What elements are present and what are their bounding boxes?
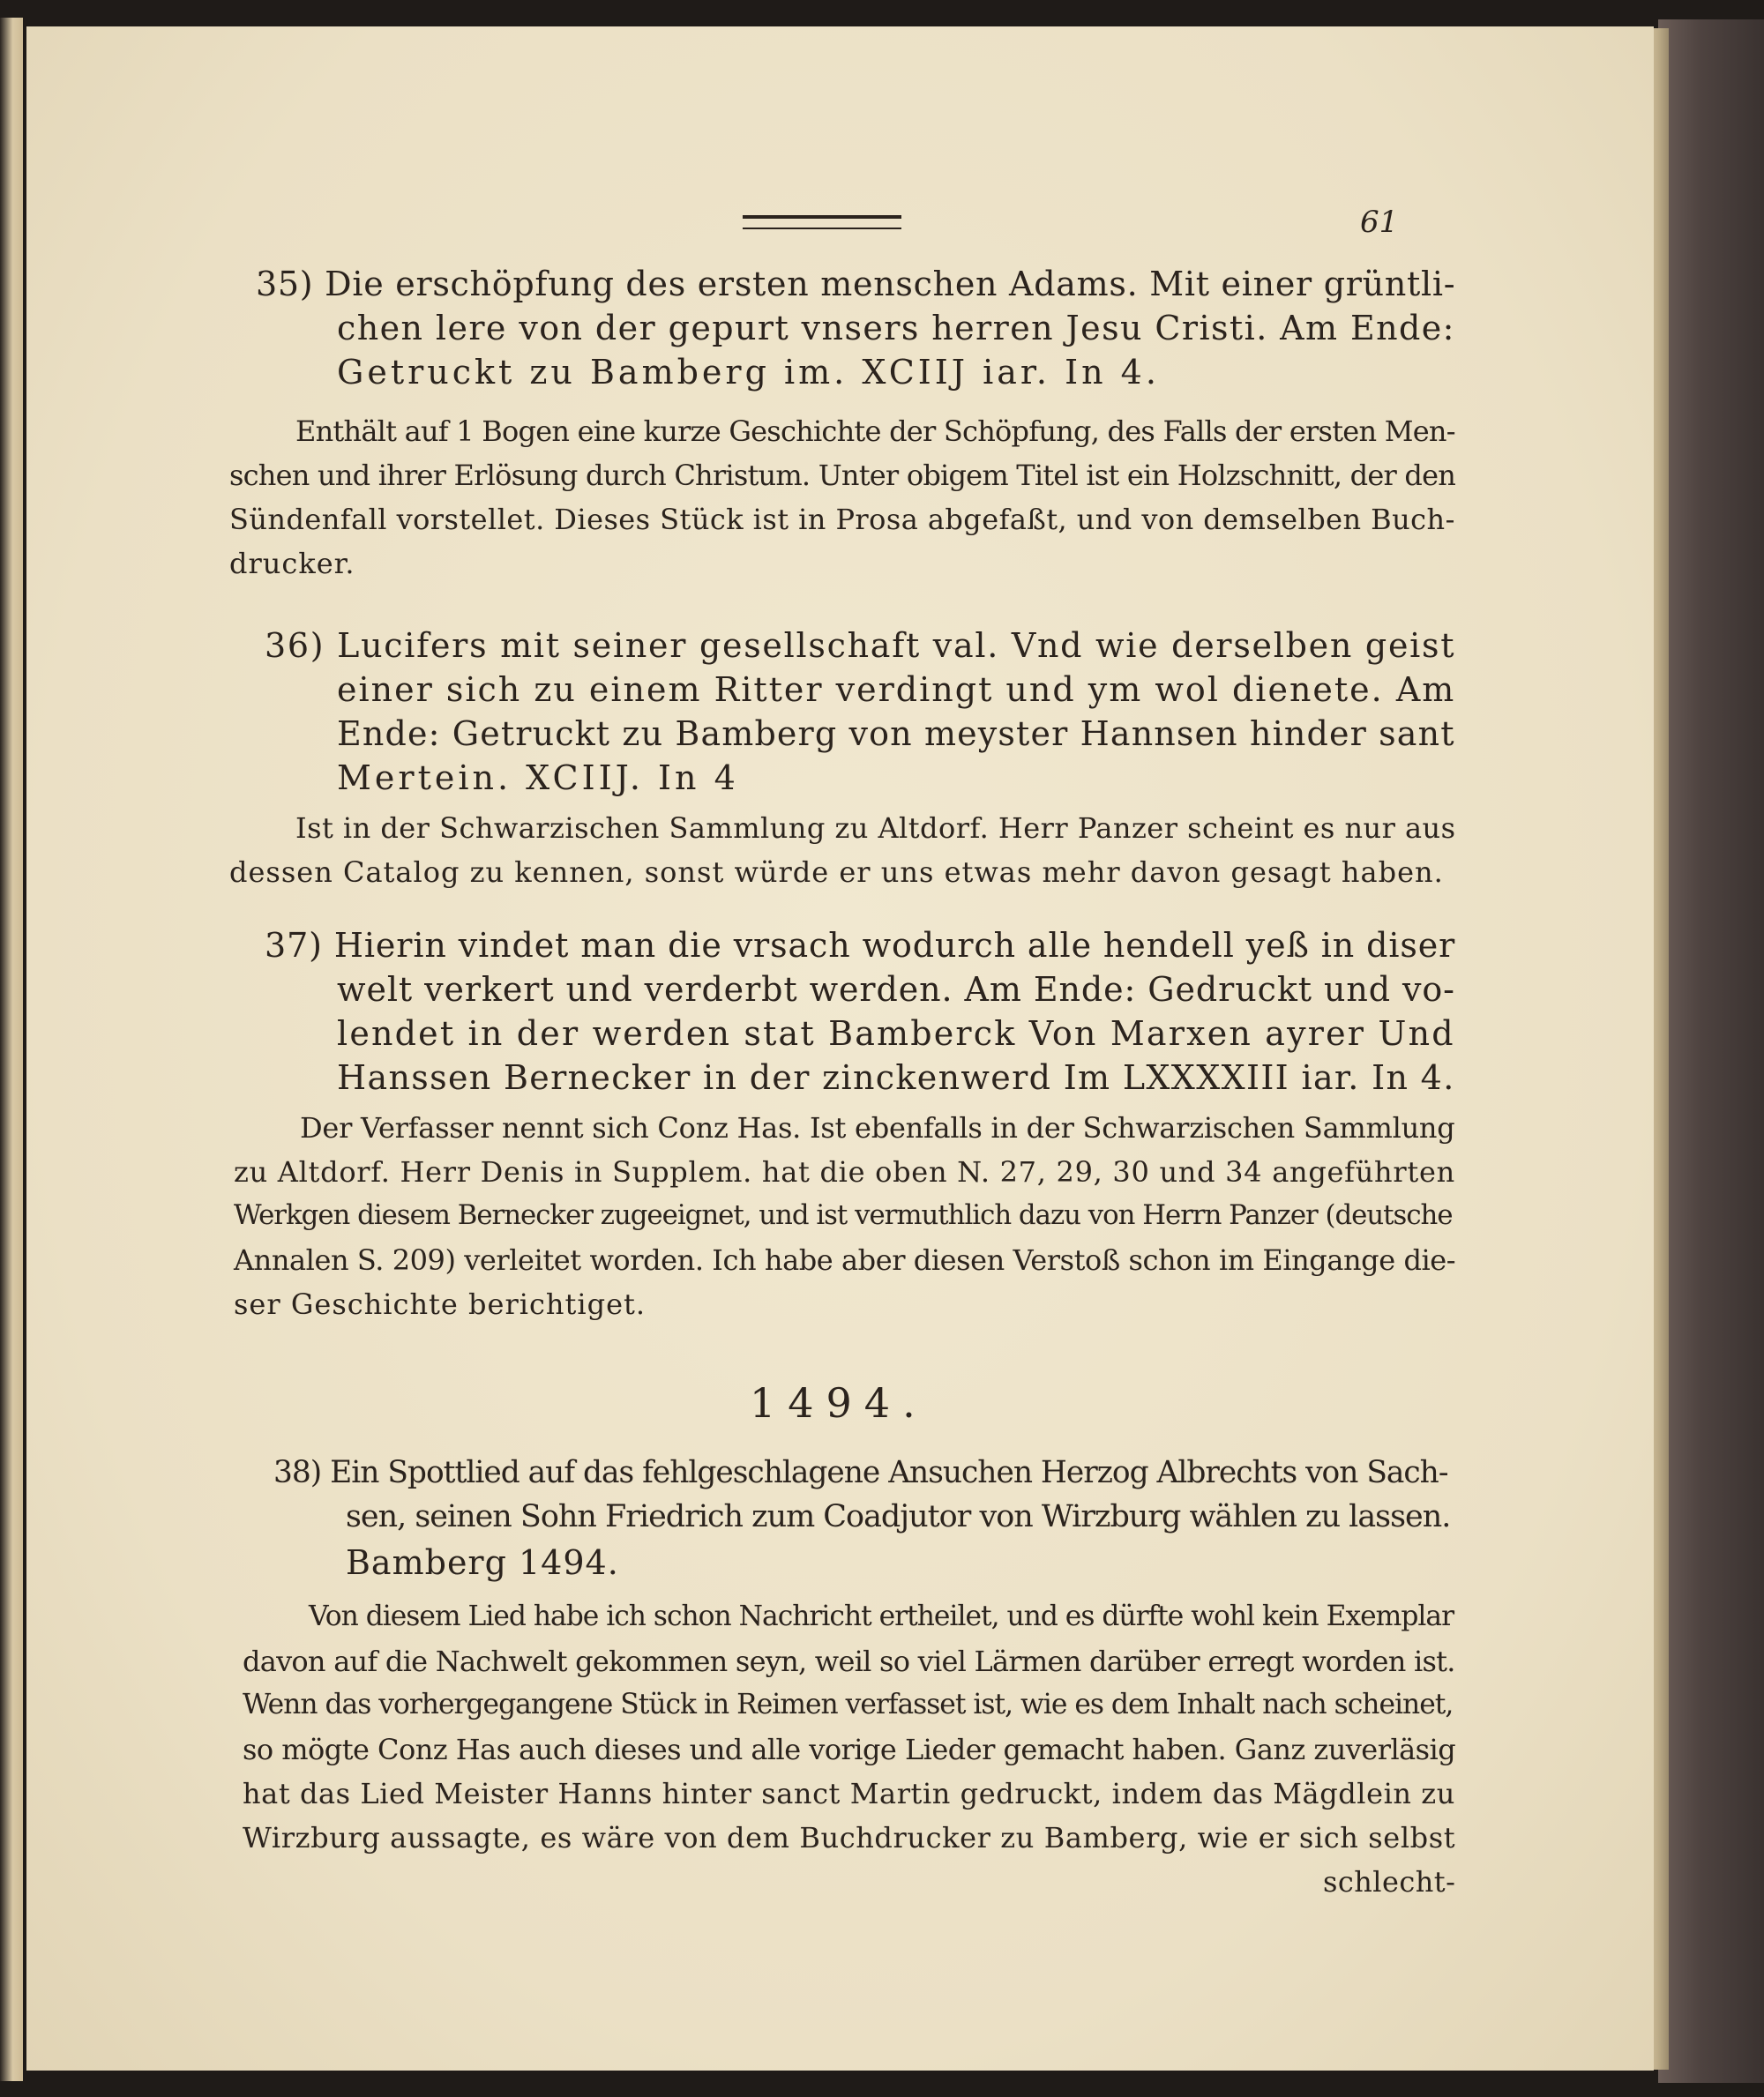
entry-37-note-line-1: Der Verfasser nennt sich Conz Has. Ist ebenfalls in der Schwarzischen Sammlung <box>300 1111 1455 1145</box>
header-rule <box>743 215 901 229</box>
entry-36-note-line-1: Ist in der Schwarzischen Sammlung zu Altdorf. Herr Panzer scheint es nur aus <box>295 811 1456 845</box>
entry-35-note-line-3: Sündenfall vorstellet. Dieses Stück ist in Prosa abgefaßt, und von demselben Buch- <box>229 503 1455 536</box>
left-page-edge <box>0 18 23 2081</box>
entry-36-line-2: einer sich zu einem Ritter verdingt und ym wol dienete. Am <box>337 670 1456 709</box>
entry-37-line-1: 37) Hierin vindet man die vrsach wodurch alle hendell yeß in diser <box>265 926 1456 965</box>
entry-36-line-4: Mertein. XCIIJ. In 4 <box>337 758 739 797</box>
entry-37-line-3: lendet in der werden stat Bamberck Von Marxen ayrer Und <box>337 1014 1455 1053</box>
entry-37-note-line-3: Werkgen diesem Bernecker zugeeignet, und ist vermuthlich dazu von Herrn Panzer (deutsche <box>234 1199 1453 1231</box>
page-number: 61 <box>1360 205 1399 240</box>
book-cover-edge <box>1658 19 1764 2083</box>
entry-35-line-2: chen lere von der gepurt vnsers herren Jesu Cristi. Am Ende: <box>337 309 1455 347</box>
entry-38-note-line-3: Wenn das vorhergegangene Stück in Reimen verfasset ist, wie es dem Inhalt nach scheinet, <box>243 1689 1454 1720</box>
book-page <box>26 26 1654 2071</box>
entry-35-line-1: 35) Die erschöpfung des ersten menschen Adams. Mit einer grüntli- <box>256 265 1456 303</box>
entry-38-note-line-5: hat das Lied Meister Hanns hinter sanct Martin gedruckt, indem das Mägdlein zu <box>243 1777 1455 1810</box>
entry-38-note-line-1: Von diesem Lied habe ich schon Nachricht ertheilet, und es dürfte wohl kein Exemplar <box>309 1601 1454 1632</box>
year-heading: 1494. <box>750 1379 928 1427</box>
catchword: schlecht- <box>1323 1865 1456 1899</box>
entry-36-note-line-2: dessen Catalog zu kennen, sonst würde er uns etwas mehr davon gesagt haben. <box>229 855 1444 889</box>
entry-38-note-line-6: Wirzburg aussagte, es wäre von dem Buchdrucker zu Bamberg, wie er sich selbst <box>243 1821 1456 1854</box>
entry-38-line-3: Bamberg 1494. <box>346 1543 619 1582</box>
entry-35-line-3: Getruckt zu Bamberg im. XCIIJ iar. In 4. <box>337 353 1160 392</box>
entry-35-note-line-4: drucker. <box>229 547 355 580</box>
entry-38-line-1: 38) Ein Spottlied auf das fehlgeschlagene Ansuchen Herzog Albrechts von Sach- <box>273 1455 1448 1490</box>
entry-38-note-line-4: so mögte Conz Has auch dieses und alle vorige Lieder gemacht haben. Ganz zuverläsig <box>243 1733 1456 1766</box>
entry-35-note-line-2: schen und ihrer Erlösung durch Christum. Unter obigem Titel ist ein Holzschnitt, der den <box>229 459 1456 492</box>
entry-37-note-line-4: Annalen S. 209) verleitet worden. Ich habe aber diesen Verstoß schon im Eingange die- <box>234 1243 1456 1277</box>
entry-36-line-3: Ende: Getruckt zu Bamberg von meyster Hannsen hinder sant <box>337 714 1455 753</box>
entry-38-line-2: sen, seinen Sohn Friedrich zum Coadjutor von Wirzburg wählen zu lassen. <box>346 1499 1451 1534</box>
entry-36-line-1: 36) Lucifers mit seiner gesellschaft val. Vnd wie derselben geist <box>265 626 1456 665</box>
entry-37-line-2: welt verkert und verderbt werden. Am Ende: Gedruckt und vo- <box>337 970 1455 1009</box>
entry-37-note-line-5: ser Geschichte berichtiget. <box>234 1287 647 1321</box>
entry-37-line-4: Hanssen Bernecker in der zinckenwerd Im LXXXXIII iar. In 4. <box>337 1058 1455 1097</box>
entry-37-note-line-2: zu Altdorf. Herr Denis in Supplem. hat die oben N. 27, 29, 30 und 34 angeführten <box>234 1155 1455 1189</box>
entry-38-note-line-2: davon auf die Nachwelt gekommen seyn, weil so viel Lärmen darüber erregt worden ist. <box>243 1645 1455 1678</box>
entry-35-note-line-1: Enthält auf 1 Bogen eine kurze Geschichte der Schöpfung, des Falls der ersten Men- <box>295 414 1455 448</box>
